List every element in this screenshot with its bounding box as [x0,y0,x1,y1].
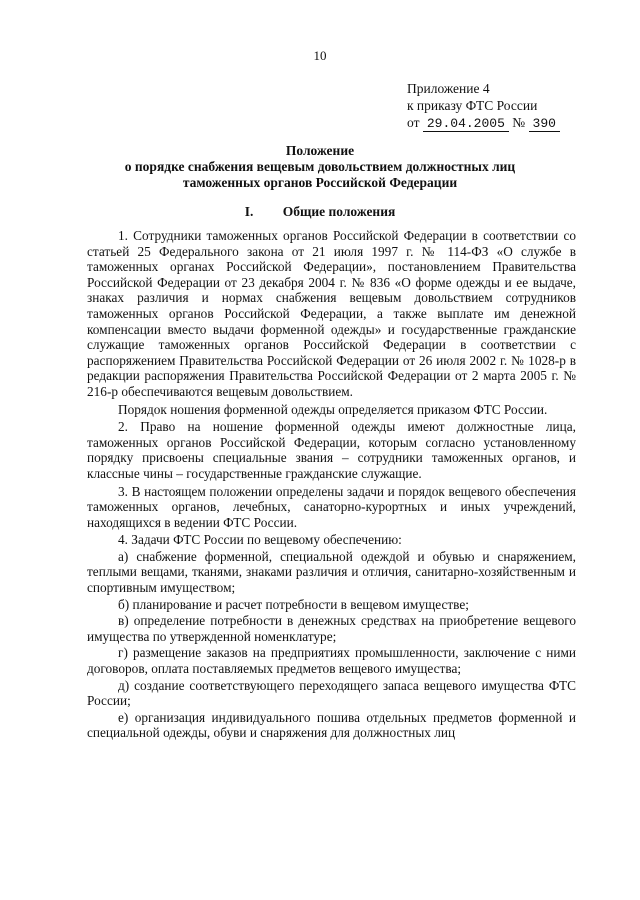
list-item: д) создание соответствующего переходящего запаса вещевого имущества ФТС России; [87,677,576,709]
list-item: а) снабжение форменной, специальной одеждой и обувью и снаряжением, теплыми вещами, тканями, знаками различия и отличия, санитарно-хозяйственным и спортивным имуществом; [87,548,576,596]
appendix-title: Приложение 4 [407,81,490,96]
section-title: Общие положения [282,204,396,219]
order-number: 390 [529,116,560,132]
page-number: 10 [313,48,327,63]
paragraph: 2. Право на ношение форменной одежды имеют должностные лица, таможенных органов Российской Федерации, которым согласно установленному порядку присвоены специальные звания – сотрудники таможенных органов, и классные чины – государственные гражданские служащие. [87,419,576,481]
document-body [87,228,576,742]
list-item: б) планирование и расчет потребности в вещевом имуществе; [118,596,469,612]
appendix-order-ref: к приказу ФТС России [407,98,538,113]
title-line-1: Положение [285,143,355,158]
paragraph: 3. В настоящем положении определены задачи и порядок вещевого обеспечения таможенных органов, лечебных, санаторно-курортных и иных учреждений, находящихся в ведении ФТС России. [87,483,576,530]
paragraph: 1. Сотрудники таможенных органов Российской Федерации в соответствии со статьей 25 Федерального закона от 21 июля 1997 г. № 114-ФЗ «О службе в таможенных органах Российской Федерации», постановлением Правительства Российской Федерации от 23 декабря 2004 г. № 836 «О форме одежды и ее выдаче, знаках различия и нормах снабжения вещевым довольствием сотрудников таможенных органов Российской Федерации, а также выплате им денежной компенсации вместо выдачи форменной одежды» и государственные гражданские служащие таможенных органов Российской Федерации в соответствии с распоряжением Правительства Российской Федерации от 26 июля 2002 г. № 1028-р в редакции распоряжения Правительства Российской Федерации от 2 марта 2005 г. № 216-р обеспечиваются вещевым довольствием. [87,228,576,399]
paragraph: Порядок ношения форменной одежды определяется приказом ФТС России. [118,401,548,417]
title-line-2: о порядке снабжения вещевым довольствием должностных лиц [124,159,516,174]
paragraph: 4. Задачи ФТС России по вещевому обеспечению: [118,532,402,548]
section-heading [0,204,640,220]
list-item: в) определение потребности в денежных средствах на приобретение вещевого имущества по утвержденной номенклатуре; [87,613,576,644]
section-number: I. [244,204,254,219]
document-title [0,143,640,191]
list-item: е) организация индивидуального пошива отдельных предметов форменной и специальной одежды, обуви и снаряжения для должностных лиц [87,709,576,741]
date-prefix: от [407,115,420,130]
number-prefix: № [512,115,526,130]
appendix-block [407,80,560,132]
title-line-3: таможенных органов Российской Федерации [182,175,458,190]
appendix-date-line [407,114,560,132]
list-item: г) размещение заказов на предприятиях промышленности, заключение с ними договоров, оплата поставляемых предметов вещевого имущества; [87,645,576,677]
order-date: 29.04.2005 [423,116,509,132]
